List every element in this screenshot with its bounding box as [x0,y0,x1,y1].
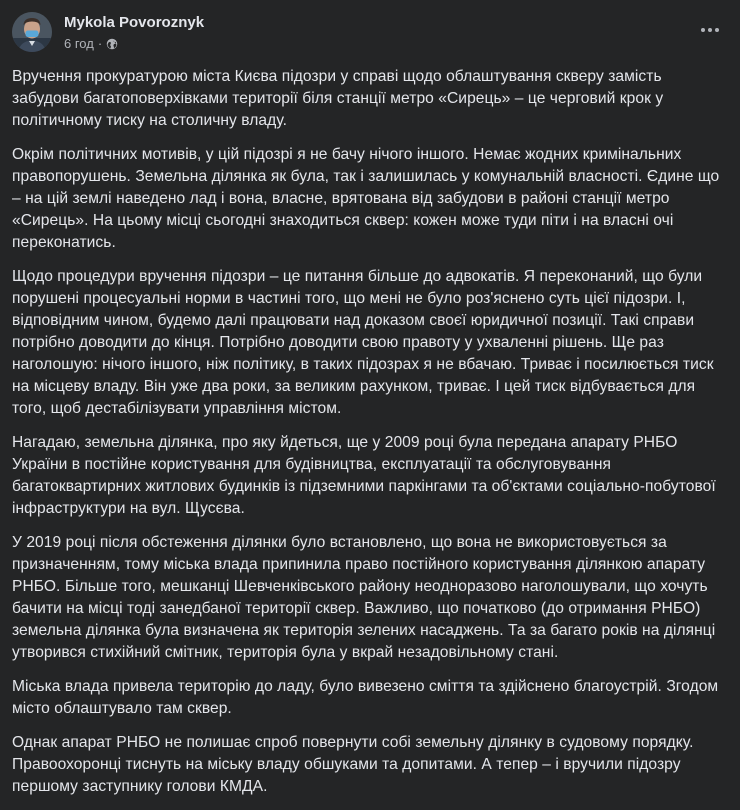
avatar[interactable] [12,12,52,52]
post-paragraph: Окрім політичних мотивів, у цій підозрі я не бачу нічого іншого. Немає жодних кримінальних правопорушень. Земельна ділянка як була, так і залишилась у комунальній власності. Єдине що – на цій землі наведено лад і вона, власне, врятована від забудови в районі станції метро «Сирець». На цьому місці сьогодні знаходиться сквер: кожен може туди піти і на власні очі переконатись. [12,146,720,251]
post-text [12,66,724,810]
post-paragraph: Вручення прокуратурою міста Києва підозри у справі щодо облаштування скверу замість забудови багатоповерхівками території біля станції метро «Сирець» – це черговий крок у політичному тиску на столичну владу. [12,68,664,129]
meta-separator: · [97,36,103,51]
post-paragraph: У 2019 році після обстеження ділянки було встановлено, що вона не використовується за призначенням, тому міська влада припинила право постійного користування ділянкою апарату РНБО. Більше того, мешканці Шевченківського району неодноразово наголошували, що хочуть бачити на місці тоді занедбаної території сквер. Важливо, що початково (до отримання РНБО) земельна ділянка була визначена як територія зелених насаджень. Та за багато років на ділянці утворився стихійний смітник, територія була у вкрай незадовільному стані. [12,534,716,661]
post-time[interactable]: 6 год [64,36,94,51]
post-paragraph: Нагадаю, земельна ділянка, про яку йдеться, ще у 2009 році була передана апарату РНБО України в постійне користування для будівництва, експлуатації та обслуговування багатоквартирних житлових будинків із підземними паркінгами та об'єктами соціально-побутової інфраструктури на вул. Щусєва. [12,434,716,517]
author-name[interactable]: Mykola Povoroznyk [64,14,205,31]
post-paragraph: Міська влада привела територію до ладу, було вивезено сміття та здійснено благоустрій. Згодом місто облаштувало там сквер. [12,678,719,717]
post-paragraph: Щодо процедури вручення підозри – це питання більше до адвокатів. Я переконаний, що були порушені процесуальні норми в частині того, що мені не було роз'яснено суть цієї підозри. І, відповідним чином, будемо далі працювати над доказом своєї юридичної позиції. Такі справи потрібно доводити до кінця. Потрібно доводити свою правоту у ухваленні рішень. Ще раз наголошую: нічого іншого, ніж політику, в таких підозрах я не вбачаю. Триває і посилюється тиск на місцеву владу. Він уже два роки, за великим рахунком, триває. І цей тиск відбувається для того, щоб дестабілізувати управління містом. [12,268,714,417]
post-paragraph: Однак апарат РНБО не полишає спроб повернути собі земельну ділянку в судовому порядку. Правоохоронці тиснуть на міську владу обшуками та допитами. А тепер – і вручили підозру першому заступнику голови КМДА. [12,734,694,795]
more-options-icon[interactable] [696,20,724,40]
post-meta [64,36,118,51]
avatar-image [12,12,52,52]
globe-icon[interactable] [106,38,118,50]
post-header [12,12,728,56]
